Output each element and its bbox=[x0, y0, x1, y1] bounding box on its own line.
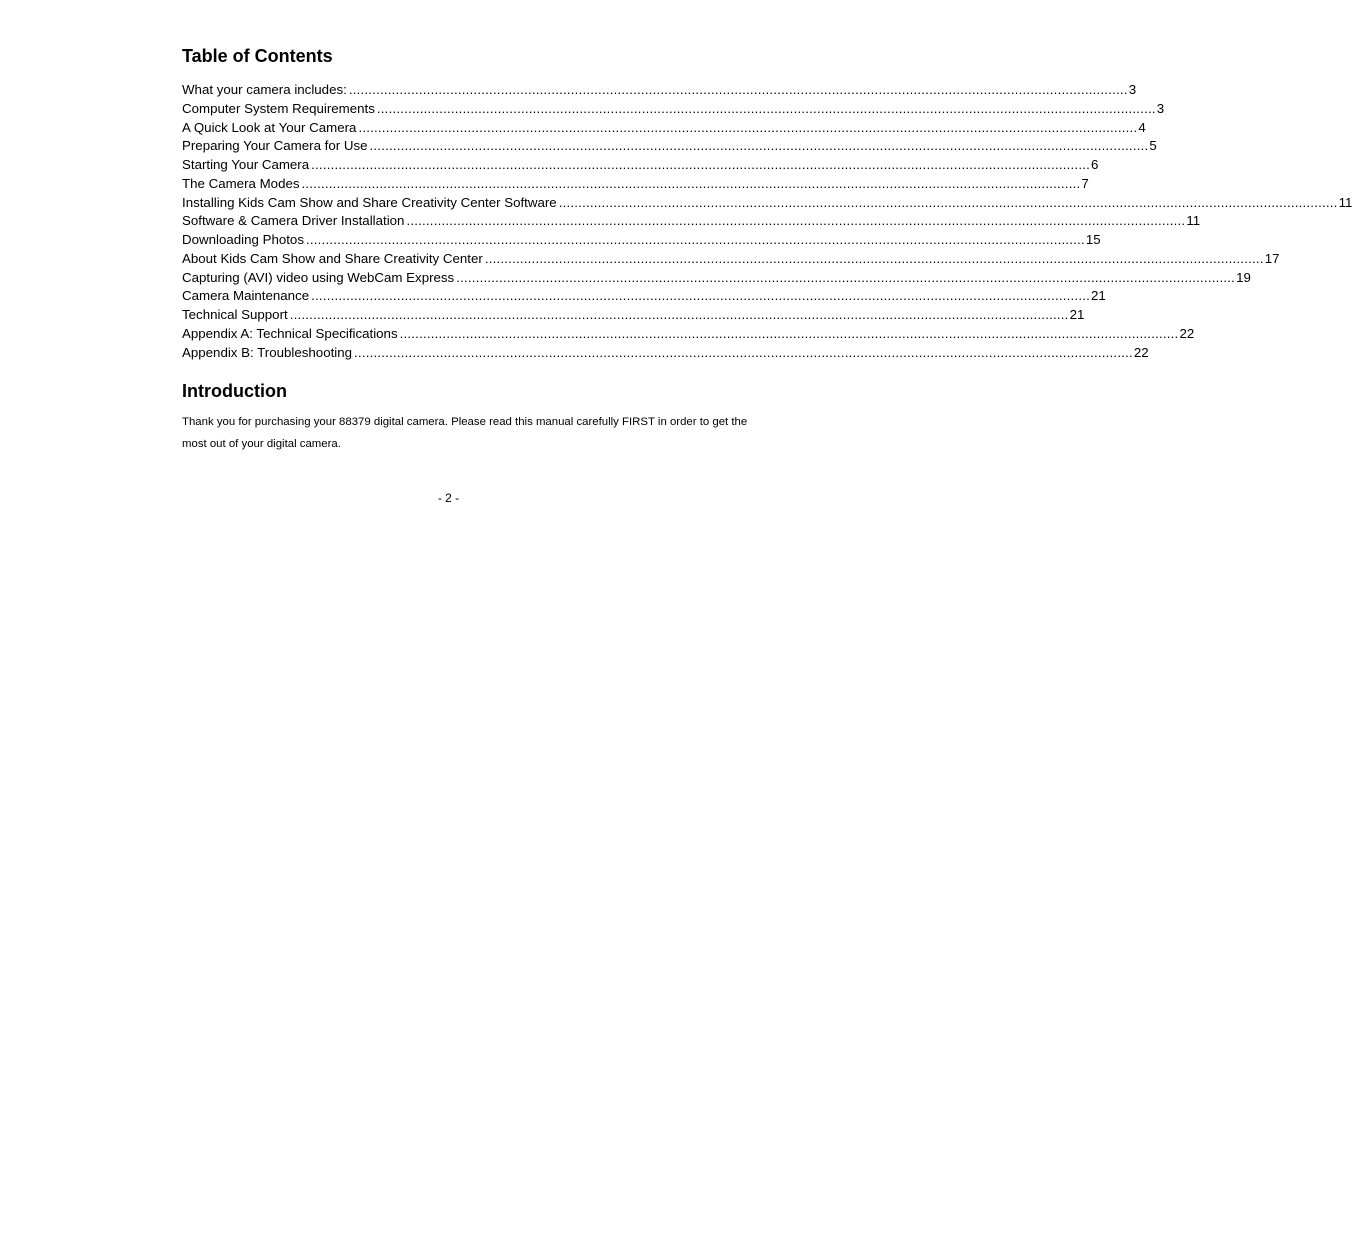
toc-entry-title: A Quick Look at Your Camera bbox=[182, 119, 357, 135]
toc-entry[interactable] bbox=[182, 212, 1201, 231]
toc-dot-leader: ........................................................................................................................................................................................................ bbox=[406, 213, 1186, 229]
toc-entry[interactable] bbox=[182, 100, 1165, 119]
toc-entry-page: 7 bbox=[1081, 175, 1089, 191]
toc-entry[interactable] bbox=[182, 344, 1149, 363]
toc-dot-leader: ........................................................................................................................................................................................................ bbox=[399, 325, 1179, 341]
toc-entry[interactable] bbox=[182, 194, 1352, 213]
toc-dot-leader: ........................................................................................................................................................................................................ bbox=[305, 232, 1085, 247]
toc-entry-title: Preparing Your Camera for Use bbox=[182, 138, 368, 154]
toc-entry[interactable] bbox=[182, 137, 1157, 156]
toc-entry-page: 11 bbox=[1338, 194, 1352, 210]
toc-entry[interactable] bbox=[182, 81, 1137, 100]
toc-entry[interactable] bbox=[182, 250, 1280, 269]
toc-entry-title: Technical Support bbox=[182, 307, 288, 322]
toc-entry-page: 21 bbox=[1069, 307, 1085, 322]
toc-dot-leader: ........................................................................................................................................................................................................ bbox=[301, 175, 1081, 191]
toc-entry[interactable] bbox=[182, 156, 1099, 175]
toc-entry-page: 11 bbox=[1186, 213, 1201, 229]
toc-entry[interactable] bbox=[182, 287, 1106, 306]
toc-entry[interactable] bbox=[182, 306, 1085, 325]
toc-entry-page: 15 bbox=[1085, 232, 1101, 247]
toc-entry-page: 3 bbox=[1128, 82, 1137, 97]
toc-dot-leader: ........................................................................................................................................................................................................ bbox=[456, 269, 1236, 285]
toc-dot-leader: ........................................................................................................................................................................................................ bbox=[311, 288, 1091, 304]
toc-dot-leader: ........................................................................................................................................................................................................ bbox=[369, 138, 1149, 154]
toc-dot-leader: ........................................................................................................................................................................................................ bbox=[354, 344, 1133, 360]
toc-dot-leader: ........................................................................................................................................................................................................ bbox=[311, 157, 1091, 172]
toc-entry-title: Installing Kids Cam Show and Share Creativity Center Software bbox=[182, 194, 557, 210]
toc-dot-leader: ........................................................................................................................................................................................................ bbox=[358, 119, 1138, 135]
toc-dot-leader: ........................................................................................................................................................................................................ bbox=[348, 82, 1128, 97]
toc-entry-page: 21 bbox=[1091, 288, 1106, 304]
toc-entry-title: What your camera includes: bbox=[182, 82, 347, 97]
toc-entry-title: Capturing (AVI) video using WebCam Express bbox=[182, 269, 455, 285]
toc-entry[interactable] bbox=[182, 119, 1146, 138]
toc-list bbox=[182, 81, 1352, 362]
toc-entry-title: Starting Your Camera bbox=[182, 157, 310, 172]
page-number: - 2 - bbox=[437, 491, 460, 505]
introduction-heading: Introduction bbox=[182, 381, 287, 401]
toc-entry-page: 22 bbox=[1133, 344, 1149, 360]
toc-entry-page: 17 bbox=[1264, 250, 1280, 266]
toc-entry-title: Appendix A: Technical Specifications bbox=[182, 325, 398, 341]
toc-entry-page: 22 bbox=[1179, 325, 1195, 341]
toc-heading: Table of Contents bbox=[182, 46, 333, 66]
toc-entry[interactable] bbox=[182, 269, 1251, 288]
toc-dot-leader: ........................................................................................................................................................................................................ bbox=[289, 307, 1069, 322]
toc-entry[interactable] bbox=[182, 175, 1089, 194]
toc-entry-page: 4 bbox=[1138, 119, 1146, 135]
toc-entry-title: Camera Maintenance bbox=[182, 288, 310, 304]
toc-entry-page: 3 bbox=[1156, 100, 1165, 116]
toc-entry-title: Software & Camera Driver Installation bbox=[182, 213, 405, 229]
toc-entry[interactable] bbox=[182, 231, 1101, 250]
toc-entry-page: 19 bbox=[1236, 269, 1251, 285]
toc-entry-page: 5 bbox=[1149, 138, 1157, 154]
toc-entry-title: About Kids Cam Show and Share Creativity Center bbox=[182, 250, 483, 266]
toc-dot-leader: ........................................................................................................................................................................................................ bbox=[484, 250, 1264, 266]
toc-entry-title: Downloading Photos bbox=[182, 232, 304, 247]
toc-dot-leader: ........................................................................................................................................................................................................ bbox=[376, 100, 1156, 116]
toc-entry[interactable] bbox=[182, 325, 1195, 344]
toc-entry-title: Computer System Requirements bbox=[182, 100, 375, 116]
toc-entry-title: The Camera Modes bbox=[182, 175, 300, 191]
introduction-body: Thank you for purchasing your 88379 digital camera. Please read this manual carefully FIRST in order to get the most out of your digital camera. bbox=[182, 416, 748, 450]
toc-entry-title: Appendix B: Troubleshooting bbox=[182, 344, 353, 360]
toc-dot-leader: ........................................................................................................................................................................................................ bbox=[558, 194, 1338, 210]
toc-entry-page: 6 bbox=[1091, 157, 1099, 172]
